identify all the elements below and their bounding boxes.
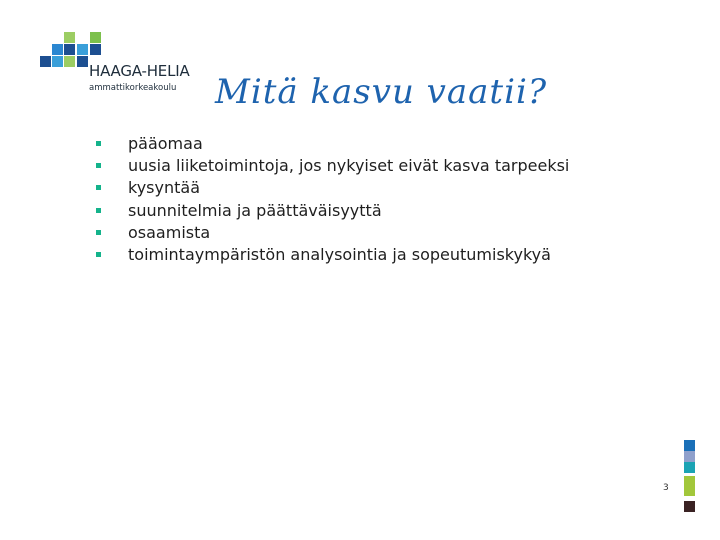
bullet-marker-icon xyxy=(96,208,101,213)
page-number: 3 xyxy=(663,483,669,493)
bullet-text: suunnitelmia ja päättäväisyyttä xyxy=(128,200,382,220)
bullet-text: pääomaa xyxy=(128,134,203,153)
bullet-text: osaamista xyxy=(128,222,211,242)
bullet-marker-icon xyxy=(96,230,101,235)
logo-name: HAAGA-HELIA xyxy=(89,62,190,80)
slide-title: Mitä kasvu vaatii? xyxy=(215,72,548,112)
haaga-helia-logo xyxy=(38,32,208,102)
bullet-marker-icon xyxy=(96,141,101,146)
decorative-color-strip xyxy=(684,440,695,512)
bullet-text: kysyntää xyxy=(128,178,200,198)
logo-subtitle: ammattikorkeakoulu xyxy=(89,83,177,93)
bullet-text: uusia liiketoimintoja, jos nykyiset eivät kasva tarpeeksi xyxy=(128,156,570,176)
bullet-marker-icon xyxy=(96,185,101,190)
bullet-marker-icon xyxy=(96,163,101,168)
bullet-marker-icon xyxy=(96,252,101,257)
bullet-text: toimintaympäristön analysointia ja sopeutumiskykyä xyxy=(128,244,551,264)
